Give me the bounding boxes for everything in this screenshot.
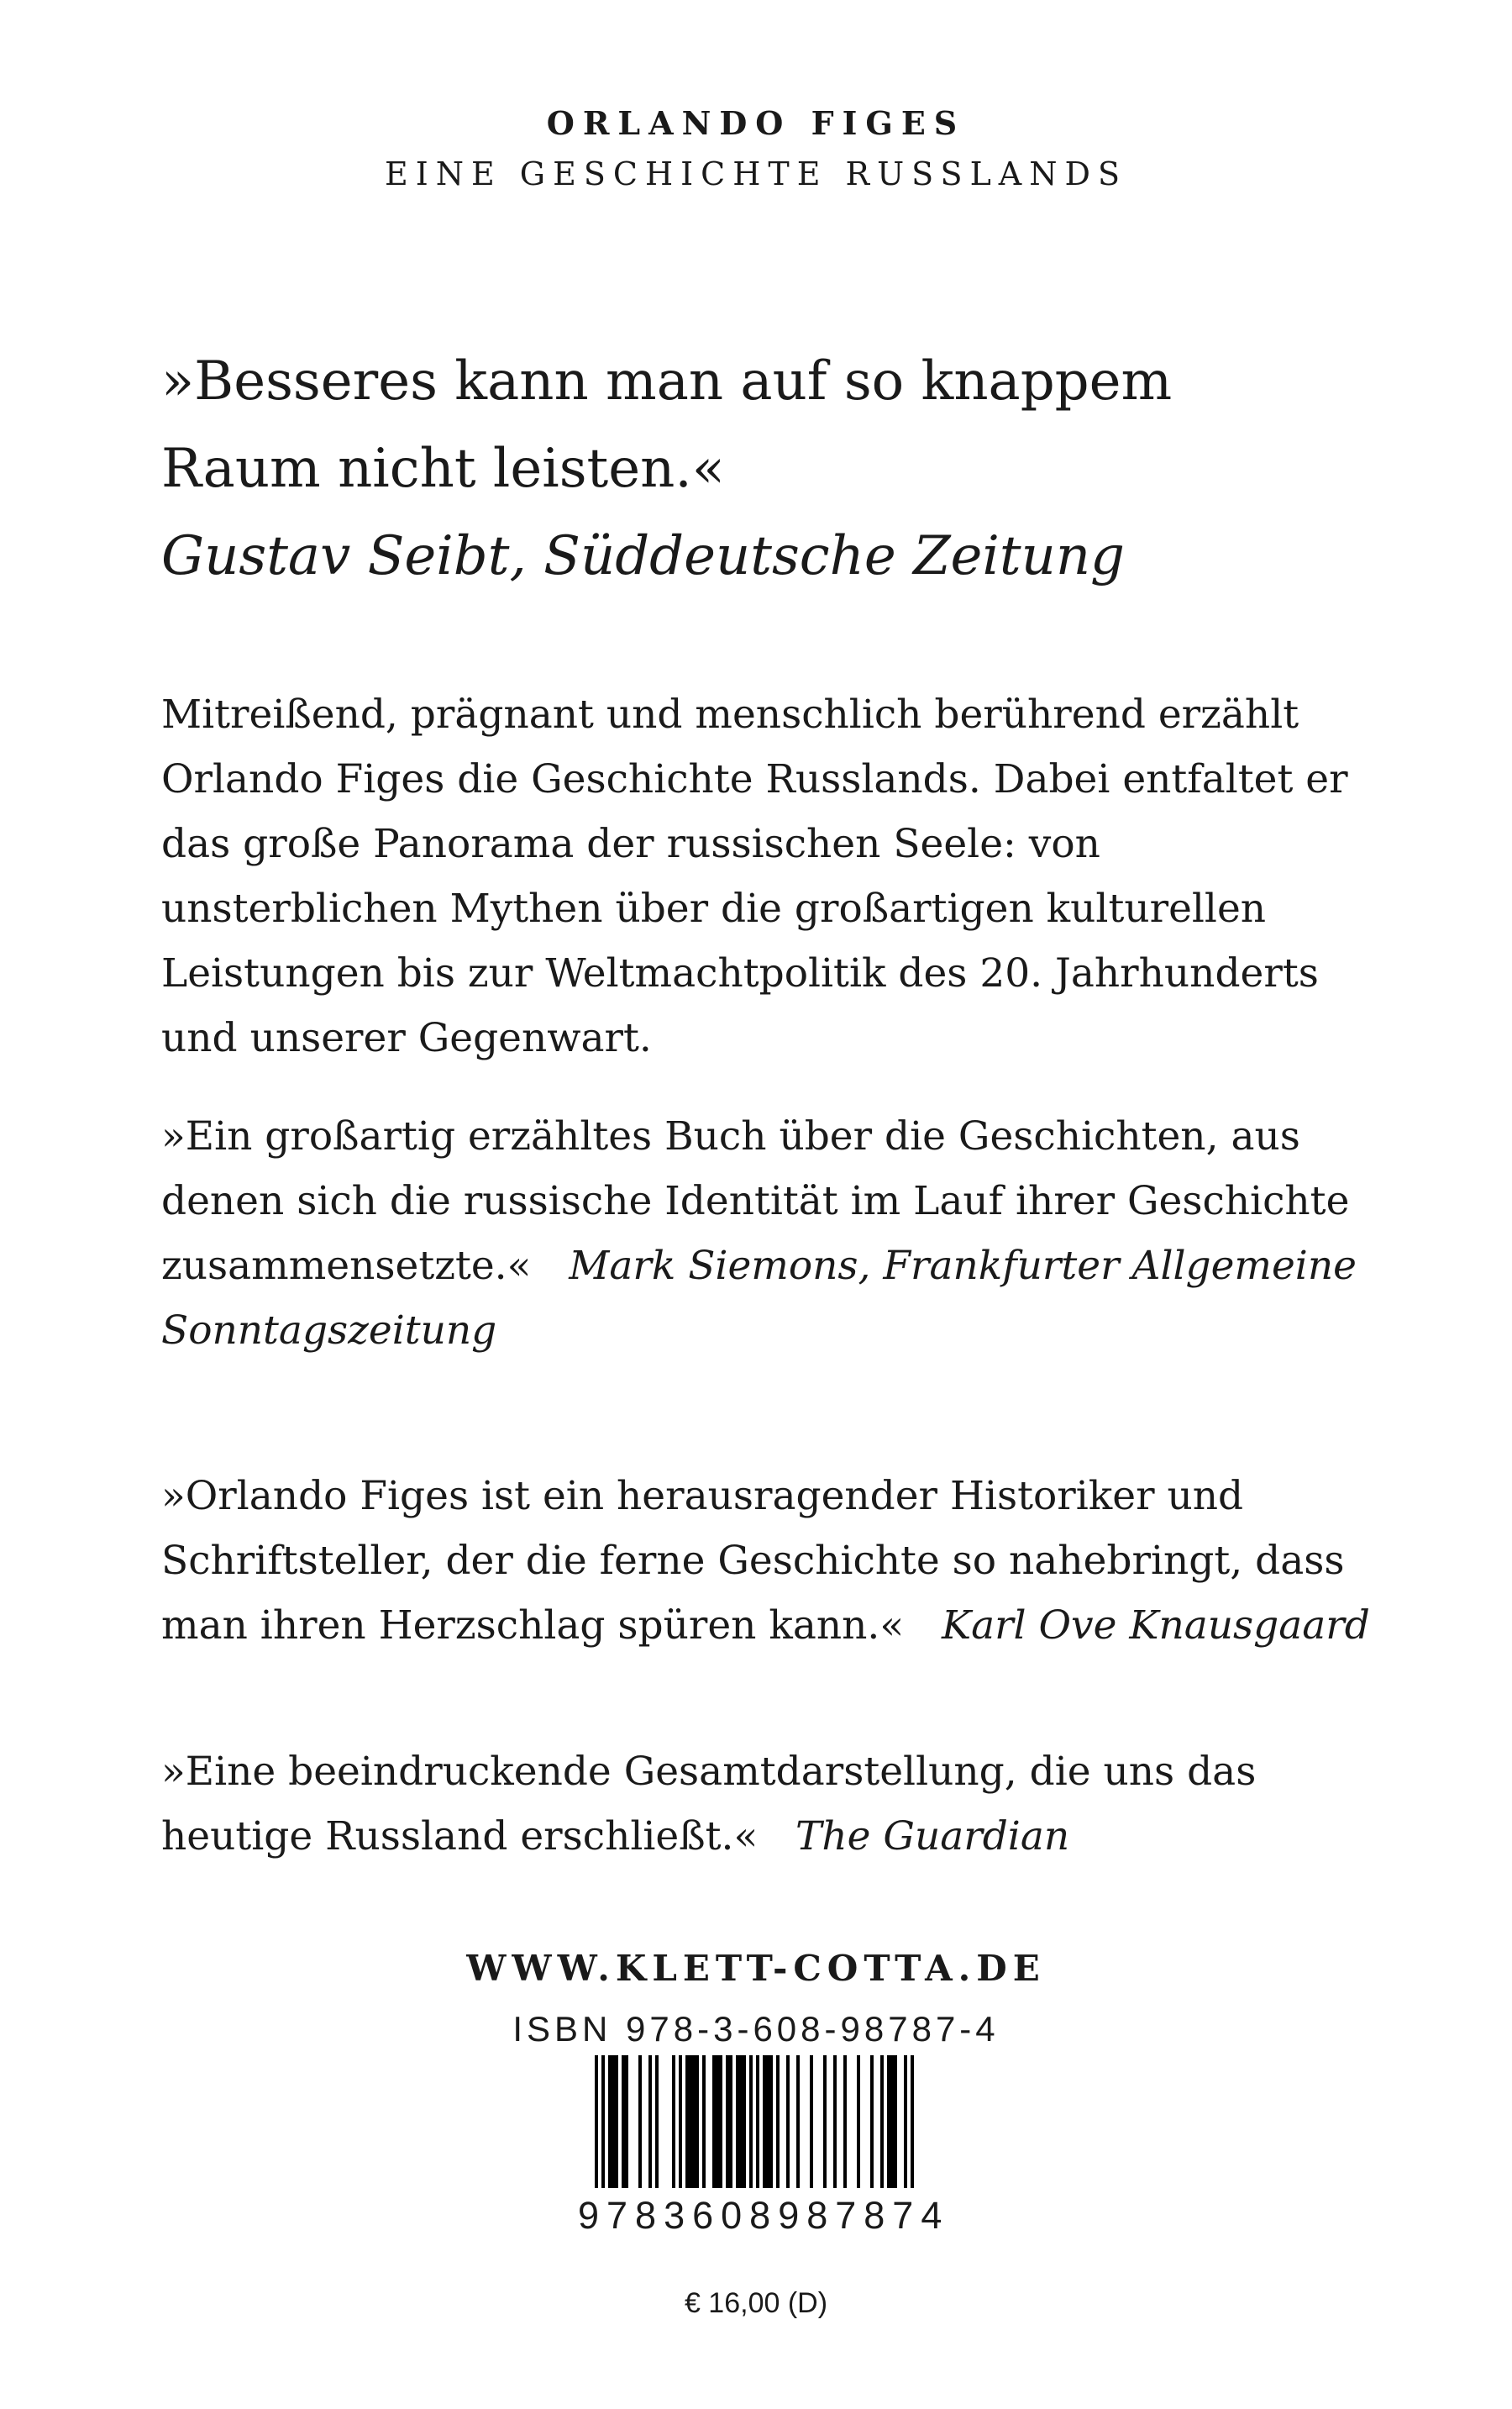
barcode-bar [608, 2055, 612, 2188]
barcode-bar [612, 2055, 615, 2188]
barcode-bar [833, 2055, 837, 2188]
review-quote-source: Karl Ove Knausgaard [941, 1602, 1370, 1649]
book-description: Mitreißend, prägnant und menschlich berührend erzählt Orlando Figes die Geschichte Russlands. Dabei entfaltet er das große Panorama der russischen Seele: von unsterblichen Mythen über die großartigen kulturellen Leistungen bis zur Weltmachtpolitik des 20. Jahrhunderts und unserer Gegenwart. [161, 692, 1348, 1061]
barcode-bars-icon [578, 2055, 931, 2190]
barcode-bar [622, 2055, 625, 2188]
barcode-bar [712, 2055, 716, 2188]
barcode-bar [655, 2055, 659, 2188]
barcode-bar [880, 2055, 884, 2188]
barcode-bar [887, 2055, 890, 2188]
barcode-bar [749, 2055, 753, 2188]
review-quote-text: »Orlando Figes ist ein herausragender Historiker und Schriftsteller, der die ferne Geschichte so nahebringt, dass man ihren Herzschlag spüren kann.« [161, 1473, 1345, 1649]
author-name: ORLANDO FIGES [546, 104, 966, 142]
barcode-bar [857, 2055, 860, 2188]
barcode-bar [648, 2055, 652, 2188]
barcode-bar [810, 2055, 813, 2188]
publisher-footer [0, 1948, 1512, 2049]
barcode-bar [763, 2055, 766, 2188]
barcode-bar [601, 2055, 605, 2188]
barcode [578, 2055, 950, 2237]
barcode-bar [894, 2055, 897, 2188]
barcode-bar [672, 2055, 675, 2188]
price: € 16,00 (D) [684, 2287, 828, 2319]
book-title: EINE GESCHICHTE RUSSLANDS [384, 155, 1127, 192]
barcode-bar [743, 2055, 746, 2188]
review-quote-text: »Ein großartig erzähltes Buch über die Geschichten, aus denen sich die russische Identität im Lauf ihrer Geschichte zusammensetzte.« [161, 1113, 1350, 1289]
barcode-bar [625, 2055, 628, 2188]
barcode-bar [719, 2055, 722, 2188]
barcode-bar [716, 2055, 719, 2188]
review-quote-source: The Guardian [795, 1813, 1070, 1859]
barcode-bar [890, 2055, 894, 2188]
isbn-label: ISBN 978-3-608-98787-4 [512, 2009, 1000, 2049]
barcode-number: 9783608987874 [578, 2194, 950, 2237]
barcode-bar [638, 2055, 642, 2188]
barcode-bar [776, 2055, 780, 2188]
barcode-bar [736, 2055, 739, 2188]
barcode-bar [679, 2055, 682, 2188]
barcode-bar [843, 2055, 847, 2188]
barcode-bar [756, 2055, 759, 2188]
cover-header [0, 104, 1512, 192]
barcode-bar [870, 2055, 874, 2188]
barcode-bar [796, 2055, 800, 2188]
review-quote [161, 1739, 1371, 1869]
review-quote-text: »Eine beeindruckende Gesamtdarstellung, die uns das heutige Russland erschließt.« [161, 1749, 1257, 1859]
barcode-bar [739, 2055, 743, 2188]
lead-quote-line-2: Raum nicht leisten.« [161, 438, 725, 500]
barcode-bar [702, 2055, 706, 2188]
barcode-bar [615, 2055, 618, 2188]
barcode-bar [786, 2055, 790, 2188]
lead-quote [161, 338, 1354, 600]
lead-quote-attribution: Gustav Seibt, Süddeutsche Zeitung [161, 525, 1125, 587]
barcode-bar [911, 2055, 914, 2188]
review-quote [161, 1464, 1371, 1658]
barcode-bar [692, 2055, 696, 2188]
review-quote [161, 1104, 1371, 1363]
barcode-bar [696, 2055, 699, 2188]
barcode-bar [904, 2055, 907, 2188]
barcode-bar [769, 2055, 773, 2188]
barcode-bar [689, 2055, 692, 2188]
barcode-bar [685, 2055, 689, 2188]
barcode-bar [595, 2055, 598, 2188]
barcode-bar [766, 2055, 769, 2188]
barcode-bar [729, 2055, 732, 2188]
publisher-website: WWW.KLETT-COTTA.DE [466, 1948, 1046, 1989]
barcode-bar [823, 2055, 827, 2188]
review-quote-source: Mark Siemons, Frankfurter Allgemeine Sonntagszeitung [161, 1243, 1357, 1354]
lead-quote-line-1: »Besseres kann man auf so knappem [161, 350, 1173, 413]
barcode-bar [726, 2055, 729, 2188]
